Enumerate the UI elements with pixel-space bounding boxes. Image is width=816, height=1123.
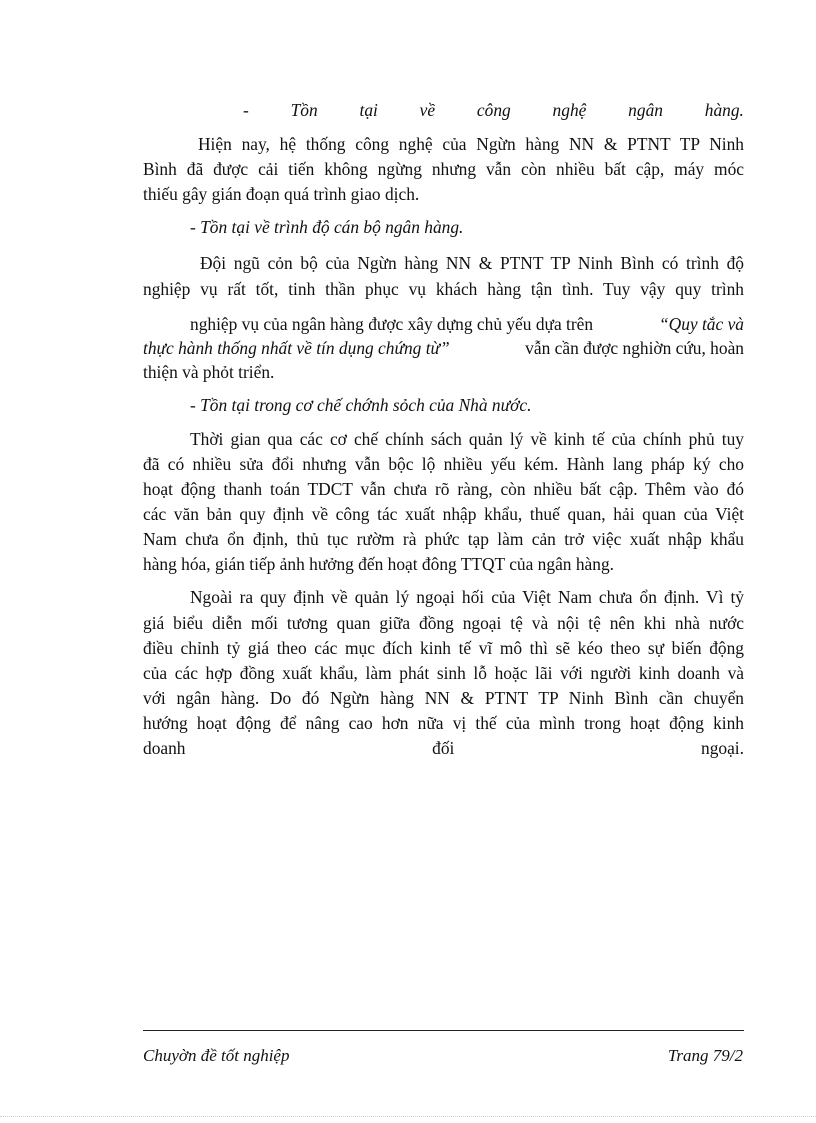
line-word: đối (432, 738, 455, 758)
paragraph-line (143, 735, 744, 761)
paragraph-line (143, 276, 744, 302)
heading-dash: - (243, 100, 249, 120)
line-text: điều chỉnh tỷ giá theo các mục đích kinh tế vĩ mô thì sẽ kéo theo sự biến động (143, 638, 744, 658)
line-text: Nam chưa ổn định, thủ tục rườm rà phức tạp làm cản trở việc xuất nhập khẩu (143, 529, 744, 549)
line-text: vẫn cần được nghiờn cứu, hoàn (525, 338, 744, 358)
paragraph-line (190, 584, 744, 610)
heading-policy (190, 392, 791, 418)
heading-word: Tồn (290, 100, 318, 120)
heading-text: - Tồn tại về trình độ cán bộ ngân hàng. (190, 217, 464, 237)
line-text: nghiệp vụ rất tốt, tinh thần phục vụ khách hàng tận tình. Tuy vậy quy trình (143, 279, 744, 299)
paragraph-line (143, 335, 744, 361)
line-text: Ngoài ra quy định về quản lý ngoại hối của Việt Nam chưa ổn định. Vì tỷ (190, 587, 744, 607)
paragraph-line (143, 526, 744, 552)
line-text: giá biểu diễn mối tương quan giữa đồng ngoại tệ và nội tệ nên khi nhà nước (143, 613, 744, 633)
footer-title: Chuyờn đề tốt nghiệp (143, 1046, 290, 1065)
line-text: hàng hóa, gián tiếp ảnh hưởng đến hoạt đông TTQT của ngân hàng. (143, 554, 614, 574)
footer-page-number: Trang 79/2 (667, 1046, 743, 1065)
paragraph-line (143, 476, 744, 502)
paragraph-line (200, 250, 744, 276)
line-text: Bình đã được cải tiến không ngừng nhưng vẫn còn nhiều bất cập, máy móc (143, 159, 744, 179)
heading-text: - Tồn tại trong cơ chế chớnh sỏch của Nhà nước. (190, 395, 532, 415)
heading-technology (243, 97, 744, 123)
paragraph-line (143, 359, 744, 385)
footer-divider (143, 1030, 744, 1031)
paragraph-line (143, 635, 744, 661)
quote-text: “Quy tắc và (658, 314, 744, 334)
paragraph-line (143, 610, 744, 636)
paragraph-line (143, 451, 744, 477)
paragraph-line (143, 156, 744, 182)
paragraph-line (143, 181, 744, 207)
line-text: thiếu gây gián đoạn quá trình giao dịch. (143, 184, 420, 204)
line-text: các văn bản quy định về công tác xuất nhập khẩu, thuế quan, hải quan của Việt (143, 504, 744, 524)
line-text: Đội ngũ cỏn bộ của Ngừn hàng NN & PTNT TP Ninh Bình có trình độ (200, 253, 744, 273)
heading-word: công (476, 100, 511, 120)
heading-word: về (419, 100, 436, 120)
paragraph-line (143, 660, 744, 686)
heading-word: ngân (628, 100, 663, 120)
line-text: Thời gian qua các cơ chế chính sách quản lý về kinh tế của chính phủ tuy (190, 429, 744, 449)
line-text: đã có nhiều sửa đổi nhưng vẫn bộc lộ nhiều yếu kém. Hành lang pháp ký cho (143, 454, 744, 474)
heading-word: hàng. (704, 100, 744, 120)
line-text: của các hợp đồng xuất khẩu, làm phát sinh lỗ hoặc lãi với người kinh doanh và (143, 663, 744, 683)
line-text: nghiệp vụ của ngân hàng được xây dựng chủ yếu dựa trên (190, 314, 594, 334)
paragraph-line (143, 685, 744, 711)
paragraph-line (143, 710, 744, 736)
line-text: với ngân hàng. Do đó Ngừn hàng NN & PTNT TP Ninh Bình cần chuyển (143, 688, 744, 708)
line-word: doanh (143, 738, 186, 758)
line-text: thiện và phỏt triển. (143, 362, 275, 382)
line-word: ngoại. (701, 738, 744, 758)
paragraph-line (190, 426, 744, 452)
paragraph-line (190, 311, 744, 337)
paragraph-line (143, 551, 744, 577)
quote-text: thực hành thống nhất về tín dụng chứng từ” (143, 338, 450, 358)
line-text: hướng hoạt động để nâng cao hơn nữa vị thế của mình trong hoạt động kinh (143, 713, 744, 733)
paragraph-line (143, 501, 744, 527)
heading-staff (190, 214, 791, 240)
page-bottom-dotted-border (0, 1116, 816, 1117)
heading-word: nghệ (552, 100, 587, 120)
line-text: hoạt động thanh toán TDCT vẫn chưa rõ ràng, còn nhiều bất cập. Thêm vào đó (143, 479, 744, 499)
paragraph-line (198, 131, 744, 157)
heading-word: tại (359, 100, 378, 120)
line-text: Hiện nay, hệ thống công nghệ của Ngừn hàng NN & PTNT TP Ninh (198, 134, 744, 154)
